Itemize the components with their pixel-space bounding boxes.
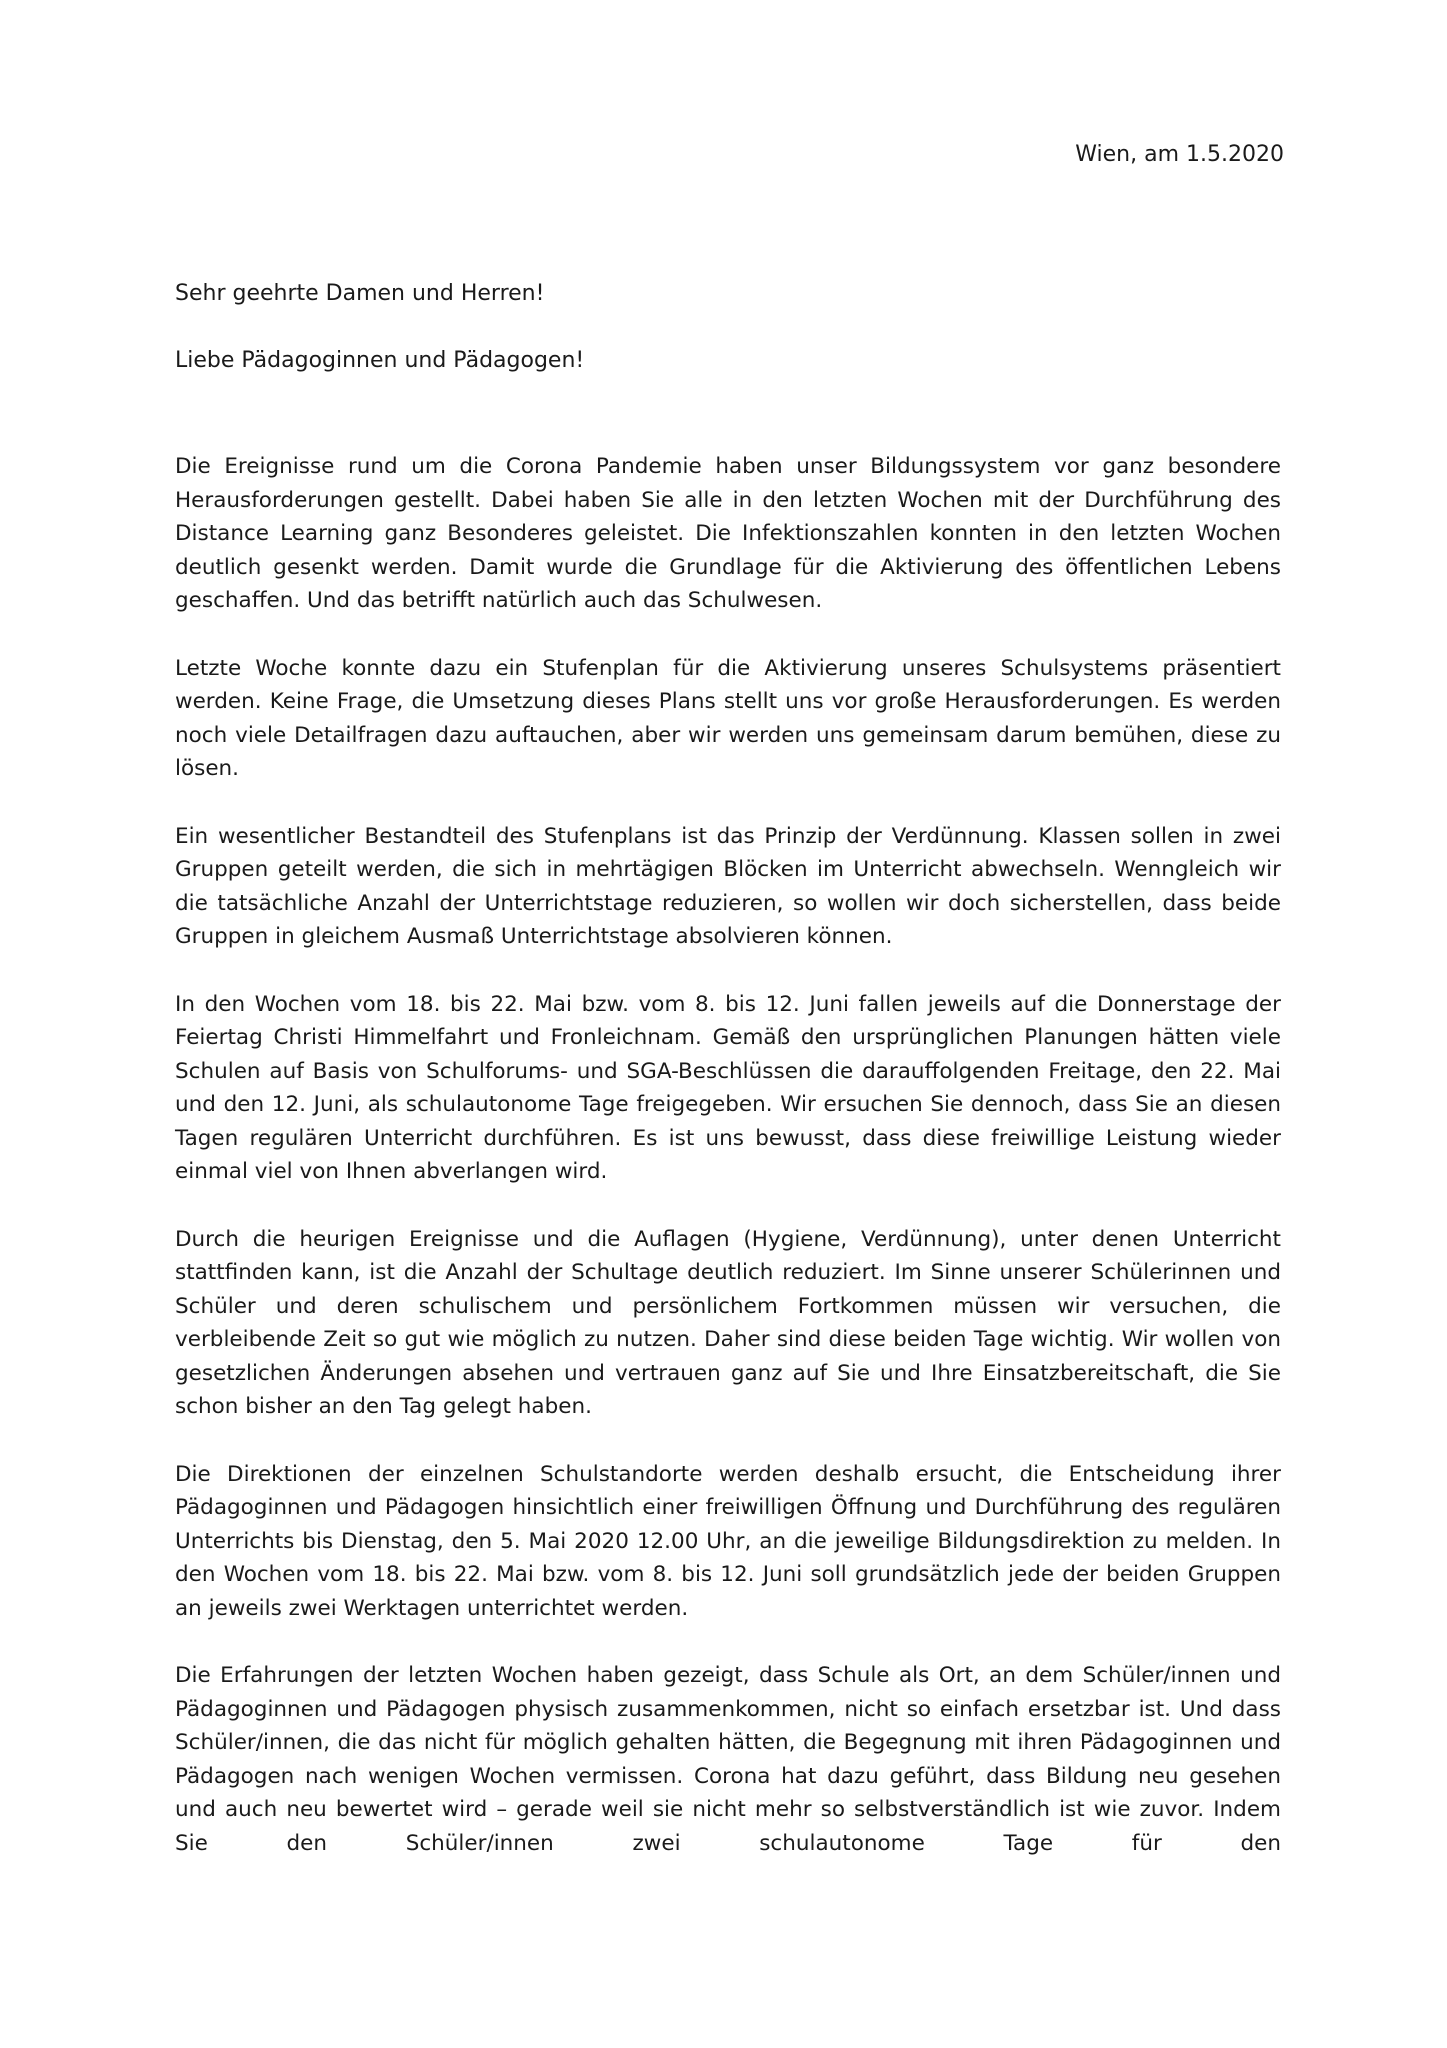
- paragraph-schultage: Durch die heurigen Ereignisse und die Auflagen (Hygiene, Verdünnung), unter denen Unterricht stattfinden kann, ist die Anzahl der Schultage deutlich reduziert. Im Sinne unserer Schülerinnen und Schüler und deren schulischem und persönlichem Fortkommen müssen wir versuchen, die verbleibende Zeit so gut wie möglich zu nutzen. Daher sind diese beiden Tage wichtig. Wir wollen von gesetzlichen Änderungen absehen und vertrauen ganz auf Sie und Ihre Einsatzbereitschaft, die Sie schon bisher an den Tag gelegt haben.: [175, 1226, 1281, 1419]
- paragraph-erfahrungen: Die Erfahrungen der letzten Wochen haben gezeigt, dass Schule als Ort, an dem Schüler/innen und Pädagoginnen und Pädagogen physisch zusammenkommen, nicht so einfach ersetzbar ist. Und dass Schüler/innen, die das nicht für möglich gehalten hätten, die Begegnung mit ihren Pädagoginnen und Pädagogen nach wenigen Wochen vermissen. Corona hat dazu geführt, dass Bildung neu gesehen und auch neu bewertet wird – gerade weil sie nicht mehr so selbstverständlich ist wie zuvor. Indem Sie den Schüler/innen zwei schulautonome Tage für den: [175, 1663, 1281, 1856]
- paragraph-verduennung: Ein wesentlicher Bestandteil des Stufenplans ist das Prinzip der Verdünnung. Klassen sollen in zwei Gruppen geteilt werden, die sich in mehrtägigen Blöcken im Unterricht abwechseln. Wenngleich wir die tatsächliche Anzahl der Unterrichtstage reduzieren, so wollen wir doch sicherstellen, dass beide Gruppen in gleichem Ausmaß Unterrichtstage absolvieren können.: [175, 823, 1281, 949]
- letter-body: [175, 450, 1281, 1860]
- paragraph-corona-challenges: Die Ereignisse rund um die Corona Pandemie haben unser Bildungssystem vor ganz besondere Herausforderungen gestellt. Dabei haben Sie alle in den letzten Wochen mit der Durchführung des Distance Learning ganz Besonderes geleistet. Die Infektionszahlen konnten in den letzten Wochen deutlich gesenkt werden. Damit wurde die Grundlage für die Aktivierung des öffentlichen Lebens geschaffen. Und das betrifft natürlich auch das Schulwesen.: [175, 454, 1281, 613]
- paragraph-stufenplan: Letzte Woche konnte dazu ein Stufenplan für die Aktivierung unseres Schulsystems präsentiert werden. Keine Frage, die Umsetzung dieses Plans stellt uns vor große Herausforderungen. Es werden noch viele Detailfragen dazu auftauchen, aber wir werden uns gemeinsam darum bemühen, diese zu lösen.: [175, 655, 1281, 781]
- paragraph-feiertage: In den Wochen vom 18. bis 22. Mai bzw. vom 8. bis 12. Juni fallen jeweils auf die Donnerstage der Feiertag Christi Himmelfahrt und Fronleichnam. Gemäß den ursprünglichen Planungen hätten viele Schulen auf Basis von Schulforums- und SGA-Beschlüssen die darauffolgenden Freitage, den 22. Mai und den 12. Juni, als schulautonome Tage freigegeben. Wir ersuchen Sie dennoch, dass Sie an diesen Tagen regulären Unterricht durchführen. Es ist uns bewusst, dass diese freiwillige Leistung wieder einmal viel von Ihnen abverlangen wird.: [175, 991, 1281, 1184]
- salutation-formal: Sehr geehrte Damen und Herren!: [175, 281, 545, 306]
- salutation-teachers: Liebe Pädagoginnen und Pädagogen!: [175, 348, 585, 373]
- paragraph-direktionen: Die Direktionen der einzelnen Schulstandorte werden deshalb ersucht, die Entscheidung ihrer Pädagoginnen und Pädagogen hinsichtlich einer freiwilligen Öffnung und Durchführung des regulären Unterrichts bis Dienstag, den 5. Mai 2020 12.00 Uhr, an die jeweilige Bildungsdirektion zu melden. In den Wochen vom 18. bis 22. Mai bzw. vom 8. bis 12. Juni soll grundsätzlich jede der beiden Gruppen an jeweils zwei Werktagen unterrichtet werden.: [175, 1461, 1281, 1621]
- letter-date: Wien, am 1.5.2020: [1075, 142, 1284, 167]
